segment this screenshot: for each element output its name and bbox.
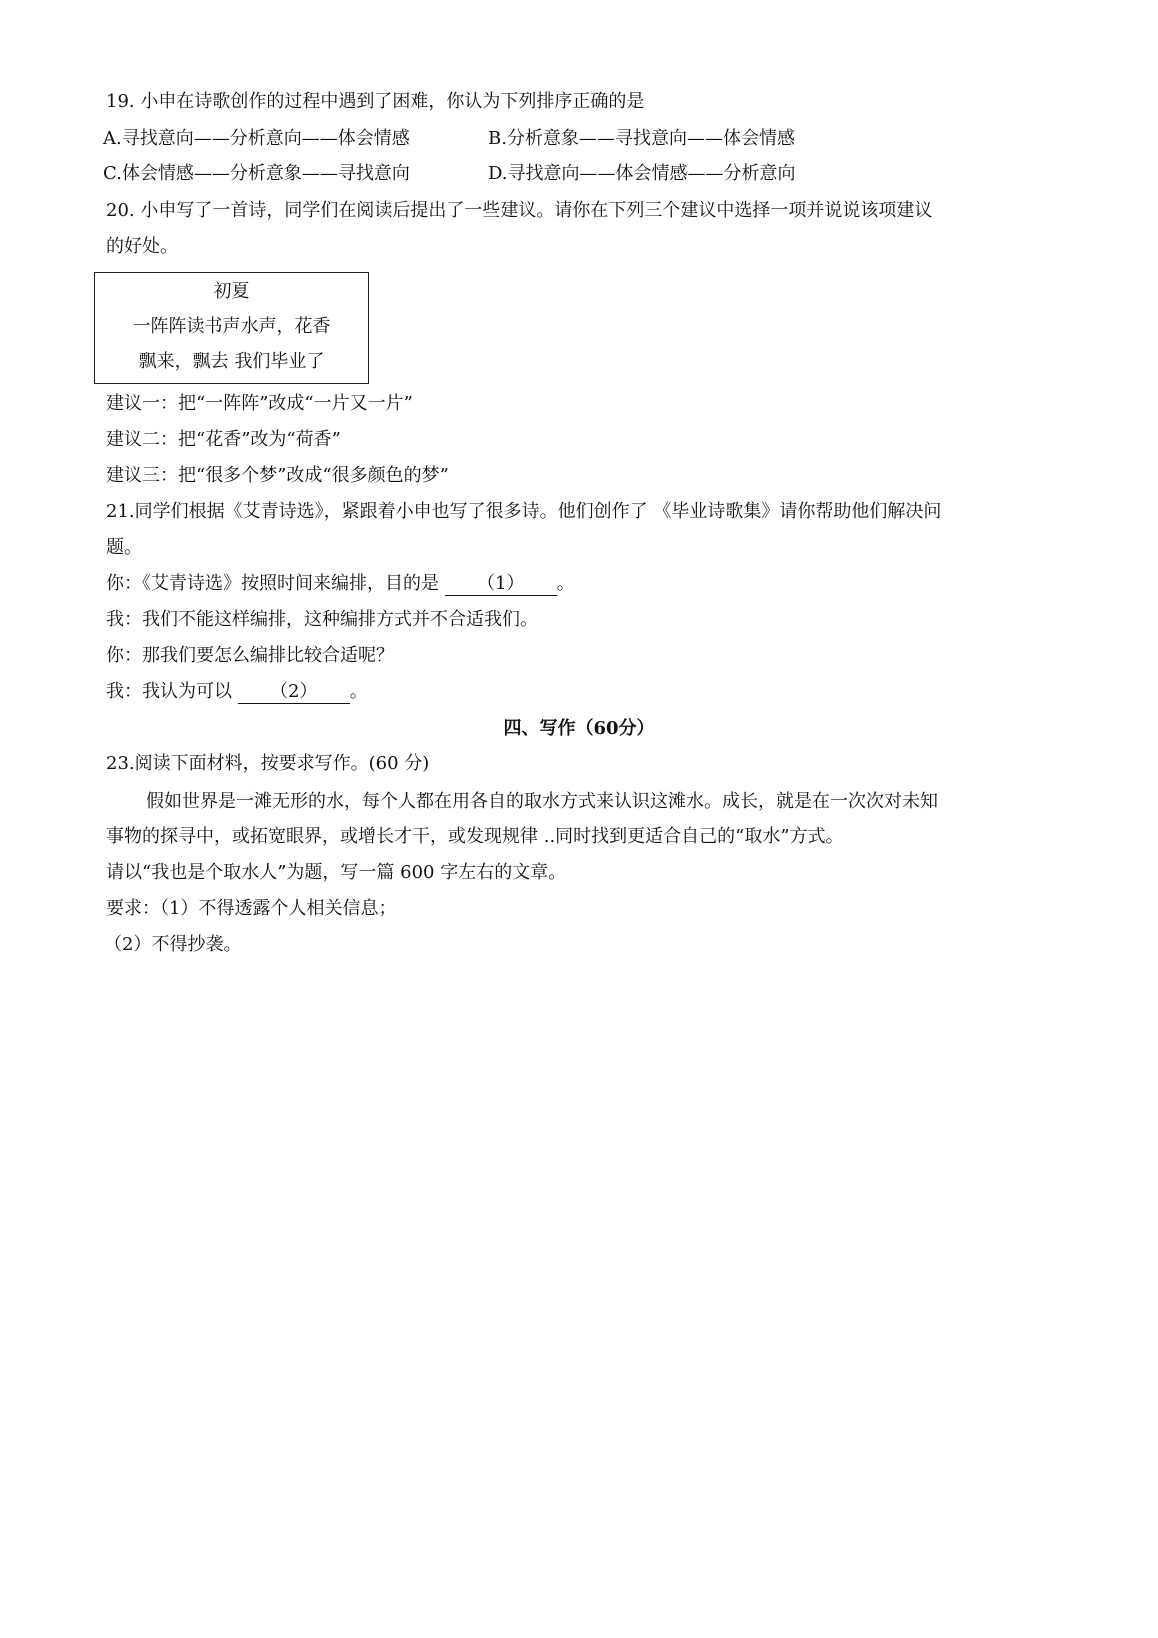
q21-stem-line1: 21.同学们根据《艾青诗选》，紧跟着小申也写了很多诗。他们创作了 《毕业诗歌集》请你帮助他们解决问 (106, 501, 942, 522)
answer-blank-2[interactable]: （2） (238, 681, 350, 704)
material-line-1: 假如世界是一滩无形的水，每个人都在用各自的取水方式来认识这滩水。成长，就是在一次次对未知 (146, 791, 938, 812)
dialogue-line-1 (106, 572, 575, 596)
q23-stem: 23.阅读下面材料，按要求写作。(60 分) (106, 753, 430, 774)
q20-stem-line2: 的好处。 (106, 236, 178, 257)
q21-stem-line2: 题。 (106, 537, 142, 558)
q19-option-a: A.寻找意向——分析意向——体会情感 (103, 128, 410, 149)
poem-line-1: 一阵阵读书声水声，花香 (132, 316, 331, 337)
dialogue-1-suffix: 。 (556, 573, 575, 594)
poem-line-2: 飘来，飘去 我们毕业了 (138, 351, 325, 372)
answer-blank-1[interactable]: （1） (445, 573, 557, 596)
suggestion-2: 建议二：把“花香”改为“荷香” (106, 429, 341, 450)
q20-stem-line1: 20. 小申写了一首诗，同学们在阅读后提出了一些建议。请你在下列三个建议中选择一项并说说该项建议 (106, 200, 933, 221)
q19-option-b: B.分析意象——寻找意向——体会情感 (488, 128, 795, 149)
dialogue-1-prefix: 你：《艾青诗选》按照时间来编排，目的是 (106, 573, 445, 594)
requirement-1: 要求：（1）不得透露个人相关信息； (106, 898, 397, 919)
section-heading: 四、写作（60分） (503, 718, 655, 739)
dialogue-line-2: 我：我们不能这样编排，这种编排方式并不合适我们。 (106, 609, 538, 630)
dialogue-4-suffix: 。 (349, 681, 368, 702)
dialogue-line-3: 你：那我们要怎么编排比较合适呢？ (106, 645, 394, 666)
dialogue-4-prefix: 我：我认为可以 (106, 681, 238, 702)
dialogue-line-4 (106, 680, 368, 704)
poem-box (94, 272, 369, 384)
poem-title: 初夏 (213, 281, 250, 302)
material-line-2: 事物的探寻中，或拓宽眼界，或增长才干，或发现规律 ..同时找到更适合自己的“取水”方式。 (106, 826, 844, 847)
writing-prompt: 请以“我也是个取水人”为题，写一篇 600 字左右的文章。 (106, 862, 567, 883)
q19-option-c: C.体会情感——分析意象——寻找意向 (103, 163, 410, 184)
requirement-2: （2）不得抄袭。 (104, 934, 242, 955)
q19-option-d: D.寻找意向——体会情感——分析意向 (488, 163, 796, 184)
q19-stem: 19. 小申在诗歌创作的过程中遇到了困难，你认为下列排序正确的是 (106, 91, 645, 112)
suggestion-1: 建议一：把“一阵阵”改成“一片又一片” (106, 393, 413, 414)
suggestion-3: 建议三：把“很多个梦”改成“很多颜色的梦” (106, 465, 449, 486)
